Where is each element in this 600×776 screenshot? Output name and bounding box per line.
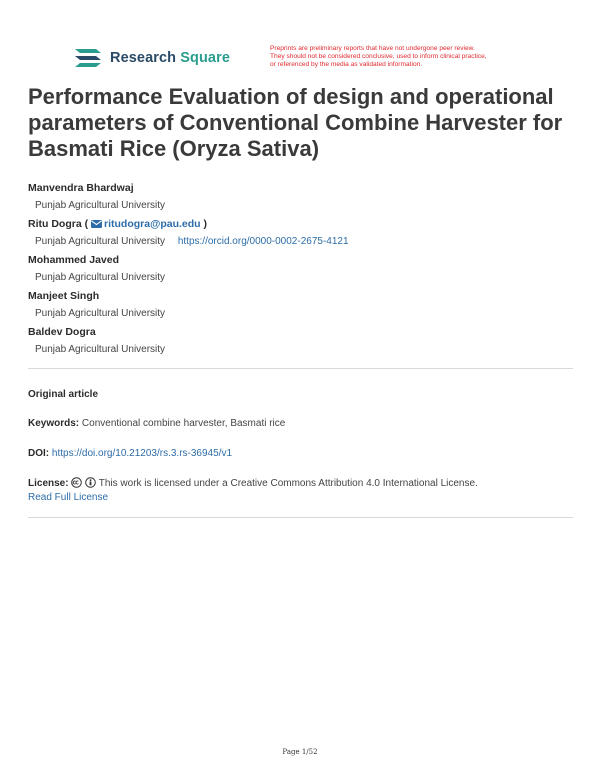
article-type-label: Original article (28, 389, 99, 400)
keywords-label: Keywords: (28, 418, 80, 429)
author-affiliation: Punjab Agricultural University (35, 236, 166, 247)
author-affiliation-row (28, 235, 578, 253)
doi-label: DOI: (28, 448, 50, 459)
author-affiliation: Punjab Agricultural University (35, 344, 166, 355)
author-affiliation: Punjab Agricultural University (35, 200, 166, 211)
license-row (28, 477, 578, 505)
author-name: Manvendra Bhardwaj (28, 182, 134, 194)
cc-icon (71, 477, 82, 488)
author-affiliation: Punjab Agricultural University (35, 308, 166, 319)
read-full-license-link[interactable]: Read Full License (28, 492, 109, 503)
author-name: Mohammed Javed (28, 254, 120, 266)
license-label: License: (28, 478, 69, 489)
author-name: Baldev Dogra (28, 326, 96, 338)
logo-text: Research Square (110, 50, 230, 66)
preprint-disclaimer (270, 45, 540, 70)
author-name-corresponding: Ritu Dogra ( ritudogra@pau.edu ) (28, 218, 208, 230)
paper-title: Performance Evaluation of design and operational parameters of Conventional Combine Harvester for Basmati Rice (Oryza Sativa) (28, 84, 563, 161)
disclaimer-line: They should not be considered conclusive, used to inform clinical practice, (270, 53, 487, 61)
article-type (28, 388, 578, 402)
doi-row (28, 447, 578, 461)
email-text: ritudogra@pau.edu (104, 218, 201, 230)
cc-by-icon (85, 477, 96, 488)
page-number: Page 1/52 (282, 748, 318, 756)
doi-link[interactable]: https://doi.org/10.21203/rs.3.rs-36945/v1 (51, 448, 233, 459)
orcid-link[interactable]: https://orcid.org/0000-0002-2675-4121 (177, 236, 349, 247)
header (0, 0, 600, 80)
keywords-value: Conventional combine harvester, Basmati rice (81, 418, 286, 429)
author-name: Ritu Dogra (28, 218, 82, 230)
license-text: This work is licensed under a Creative Commons Attribution 4.0 International License. (98, 478, 478, 489)
envelope-icon (91, 220, 102, 228)
author-list (28, 181, 578, 361)
divider (28, 517, 573, 518)
research-square-logo-icon (74, 47, 102, 69)
disclaimer-line: Preprints are preliminary reports that have not undergone peer review. (270, 45, 475, 52)
research-square-logo[interactable] (74, 47, 230, 69)
keywords-row (28, 417, 578, 431)
disclaimer-line: or referenced by the media as validated information. (270, 61, 423, 69)
author-email-link[interactable] (91, 218, 201, 230)
author-name: Manjeet Singh (28, 290, 100, 302)
author-affiliation: Punjab Agricultural University (35, 272, 166, 283)
divider (28, 368, 573, 369)
